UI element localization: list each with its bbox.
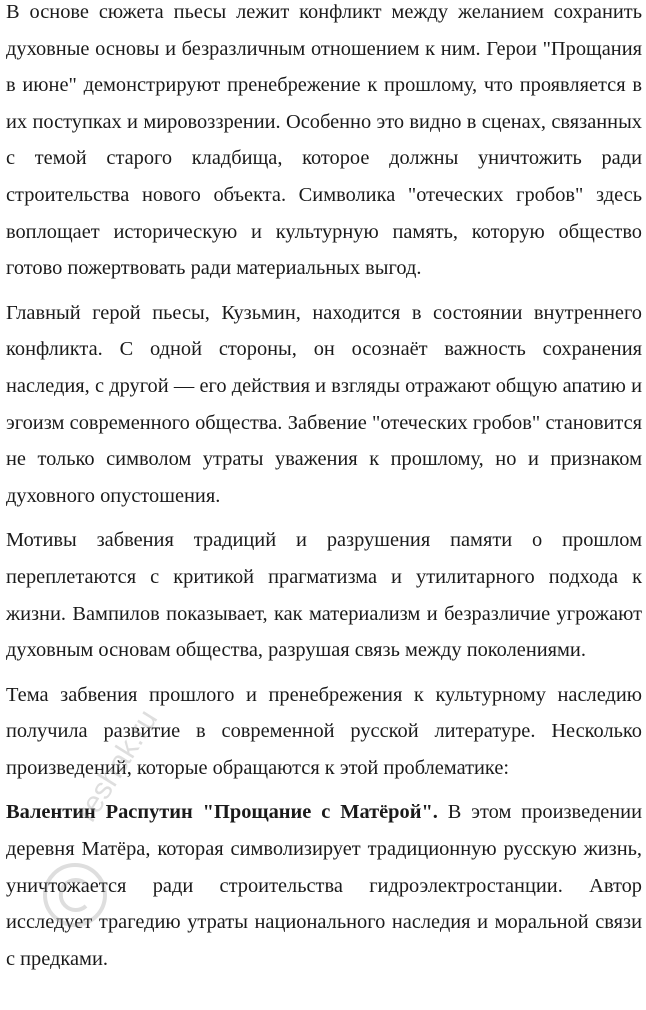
paragraph-4-text: Тема забвения прошлого и пренебрежения к культурному наследию получила развитие в современной русской литературе. Несколько произведений, которые обращаются к этой проблематике:: [6, 683, 642, 779]
paragraph-5: [6, 794, 642, 977]
paragraph-2: [6, 295, 642, 515]
paragraph-3-text: Мотивы забвения традиций и разрушения памяти о прошлом переплетаются с критикой прагматизма и утилитарного подхода к жизни. Вампилов показывает, как материализм и безразличие угрожают духовным основам общества, разрушая связь между поколениями.: [6, 529, 642, 662]
paragraph-1: [6, 0, 642, 287]
paragraph-2-text: Главный герой пьесы, Кузьмин, находится в состоянии внутреннего конфликта. С одной стороны, он осознаёт важность сохранения наследия, с другой — его действия и взгляды отражают общую апатию и эгоизм современного общества. Забвение "отеческих гробов" становится не только символом утраты уважения к прошлому, но и признаком духовного опустошения.: [6, 301, 642, 507]
watermark-text: reshak.ru: [70, 703, 165, 828]
document-page: [6, 0, 642, 985]
paragraph-5-text: В этом произведении деревня Матёра, которая символизирует традиционную русскую жизнь, уничтожается ради строительства гидроэлектростанции. Автор исследует трагедию утраты национального наследия и моральной связи с предками.: [6, 801, 643, 970]
paragraph-1-text: В основе сюжета пьесы лежит конфликт между желанием сохранить духовные основы и безразличным отношением к ним. Герои "Прощания в июне" демонстрируют пренебрежение к прошлому, что проявляется в их поступках и мировоззрении. Особенно это видно в сценах, связанных с темой старого кладбища, которое должны уничтожить ради строительства нового объекта. Символика "отеческих гробов" здесь воплощает историческую и культурную память, которую общество готово пожертвовать ради материальных выгод.: [6, 1, 642, 280]
paragraph-3: [6, 522, 642, 668]
paragraph-5-lead: Валентин Распутин "Прощание с Матёрой".: [6, 801, 438, 824]
paragraph-4: [6, 677, 642, 787]
